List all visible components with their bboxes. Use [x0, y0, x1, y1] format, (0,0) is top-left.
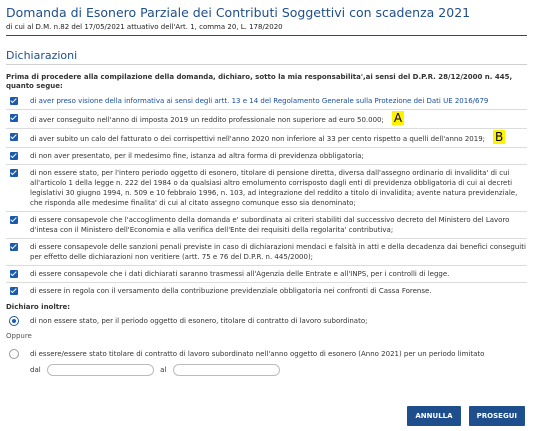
- al-label: al: [160, 366, 167, 374]
- declaration-7-checkbox[interactable]: [10, 243, 18, 251]
- divider: [6, 147, 527, 148]
- option-not-employee-text: di non essere stato, per il periodo oggetto di esonero, titolare di contratto di lavoro subordinato;: [30, 317, 368, 325]
- declaration-9-text: di essere in regola con il versamento della contribuzione previdenziale obbligatoria nei confronti di Cassa Forense.: [30, 287, 432, 295]
- option-not-employee: [6, 316, 527, 326]
- declaration-1-checkbox[interactable]: [10, 97, 18, 105]
- declaration-6-checkbox[interactable]: [10, 216, 18, 224]
- dal-label: dal: [30, 366, 41, 374]
- option-employee: [6, 349, 527, 359]
- declaration-7-text: di essere consapevole delle sanzioni penali previste in caso di dichiarazioni mendaci e falsità in atti e della decadenza dai benefici conseguiti per effetto delle dichiarazioni non veritiere (artt. 75 e 76 del D.P.R. n. 445/2000);: [30, 243, 526, 261]
- declaration-3-checkbox[interactable]: [10, 133, 18, 141]
- declaration-7: [6, 242, 527, 262]
- option-not-employee-radio[interactable]: [9, 316, 19, 326]
- declaration-6-text: di essere consapevole che l'accoglimento della domanda e' subordinata ai criteri stabiliti dal successivo decreto del Ministero del Lavoro d'intesa con il Ministero dell'Economia e alla verifica dell'Ente dei requisiti della regolarita' contributiva;: [30, 216, 510, 234]
- annulla-button[interactable]: ANNULLA: [407, 406, 460, 426]
- divider: [6, 164, 527, 165]
- declaration-3: [6, 132, 527, 144]
- marker-b: B: [495, 130, 504, 144]
- marker-a: A: [393, 111, 403, 125]
- prosegui-button[interactable]: PROSEGUI: [469, 406, 525, 426]
- al-date-input[interactable]: [173, 364, 280, 376]
- divider: [6, 128, 527, 129]
- declaration-5-checkbox[interactable]: [10, 169, 18, 177]
- dal-date-input[interactable]: [47, 364, 154, 376]
- divider: [6, 282, 527, 283]
- declaration-5: [6, 168, 527, 208]
- declaration-4-checkbox[interactable]: [10, 152, 18, 160]
- declaration-8-checkbox[interactable]: [10, 270, 18, 278]
- date-range: [6, 364, 527, 376]
- intro-text: Prima di procedere alla compilazione della domanda, dichiaro, sotto la mia responsabilita',ai sensi del D.P.R. 28/12/2000 n. 445, quanto segue:: [6, 73, 513, 90]
- oppure-label: Oppure: [6, 332, 32, 340]
- declaration-3-text: di aver subito un calo del fatturato o dei corrispettivi nell'anno 2020 non inferiore al 33 per cento rispetto a quelli dell'anno 2019;: [30, 135, 486, 143]
- declaration-8: [6, 269, 527, 279]
- option-employee-radio[interactable]: [9, 349, 19, 359]
- divider: [6, 109, 527, 110]
- declaration-2-checkbox[interactable]: [10, 114, 18, 122]
- declaration-2-text: di aver conseguito nell'anno di imposta 2019 un reddito professionale non superiore ad euro 50.000;: [30, 116, 384, 124]
- page-title: Domanda di Esonero Parziale dei Contributi Soggettivi con scadenza 2021: [6, 5, 471, 20]
- declaration-1: [6, 96, 527, 106]
- dichiaro-inoltre-label: Dichiaro inoltre:: [6, 303, 71, 311]
- declaration-8-text: di essere consapevole che i dati dichiarati saranno trasmessi all'Agenzia delle Entrate e all'INPS, per i controlli di legge.: [30, 270, 450, 278]
- title-divider: [6, 35, 527, 36]
- section-title: Dichiarazioni: [6, 49, 527, 65]
- divider: [6, 238, 527, 239]
- action-buttons: [404, 403, 525, 426]
- declaration-5-text: di non essere stato, per l'intero periodo oggetto di esonero, titolare di pensione diretta, diversa dall'assegno ordinario di invalidita' di cui all'articolo 1 della legge n. 222 del 1984 o da qualsiasi altro emolumento corrisposto dagli enti di previdenza obbligatoria di cui ai decreti legislativi 30 giugno 1994, n. 509 e 10 febbraio 1996, n. 103, ad integrazione del reddito a titolo di invalidita; avente natura previdenziale, che risponda alle medesime finalita' di cui al citato assegno comunque esso sia denominato;: [30, 169, 518, 207]
- divider: [6, 211, 527, 212]
- option-employee-text: di essere/essere stato titolare di contratto di lavoro subordinato nell'anno oggetto di esonero (Anno 2021) per un periodo limitato: [30, 350, 485, 358]
- page-subtitle: di cui al D.M. n.82 del 17/05/2021 attuativo dell'Art. 1, comma 20, L. 178/2020: [6, 23, 283, 31]
- declaration-9-checkbox[interactable]: [10, 287, 18, 295]
- declarations-list: [6, 96, 527, 296]
- declaration-6: [6, 215, 527, 235]
- divider: [6, 265, 527, 266]
- declaration-1-text[interactable]: di aver preso visione della informativa ai sensi degli artt. 13 e 14 del Regolamento Generale sulla Protezione dei Dati UE 2016/679: [30, 97, 489, 105]
- declaration-4-text: di non aver presentato, per il medesimo fine, istanza ad altra forma di previdenza obbligatoria;: [30, 152, 364, 160]
- declaration-9: [6, 286, 527, 296]
- declaration-2: [6, 113, 527, 125]
- declaration-4: [6, 151, 527, 161]
